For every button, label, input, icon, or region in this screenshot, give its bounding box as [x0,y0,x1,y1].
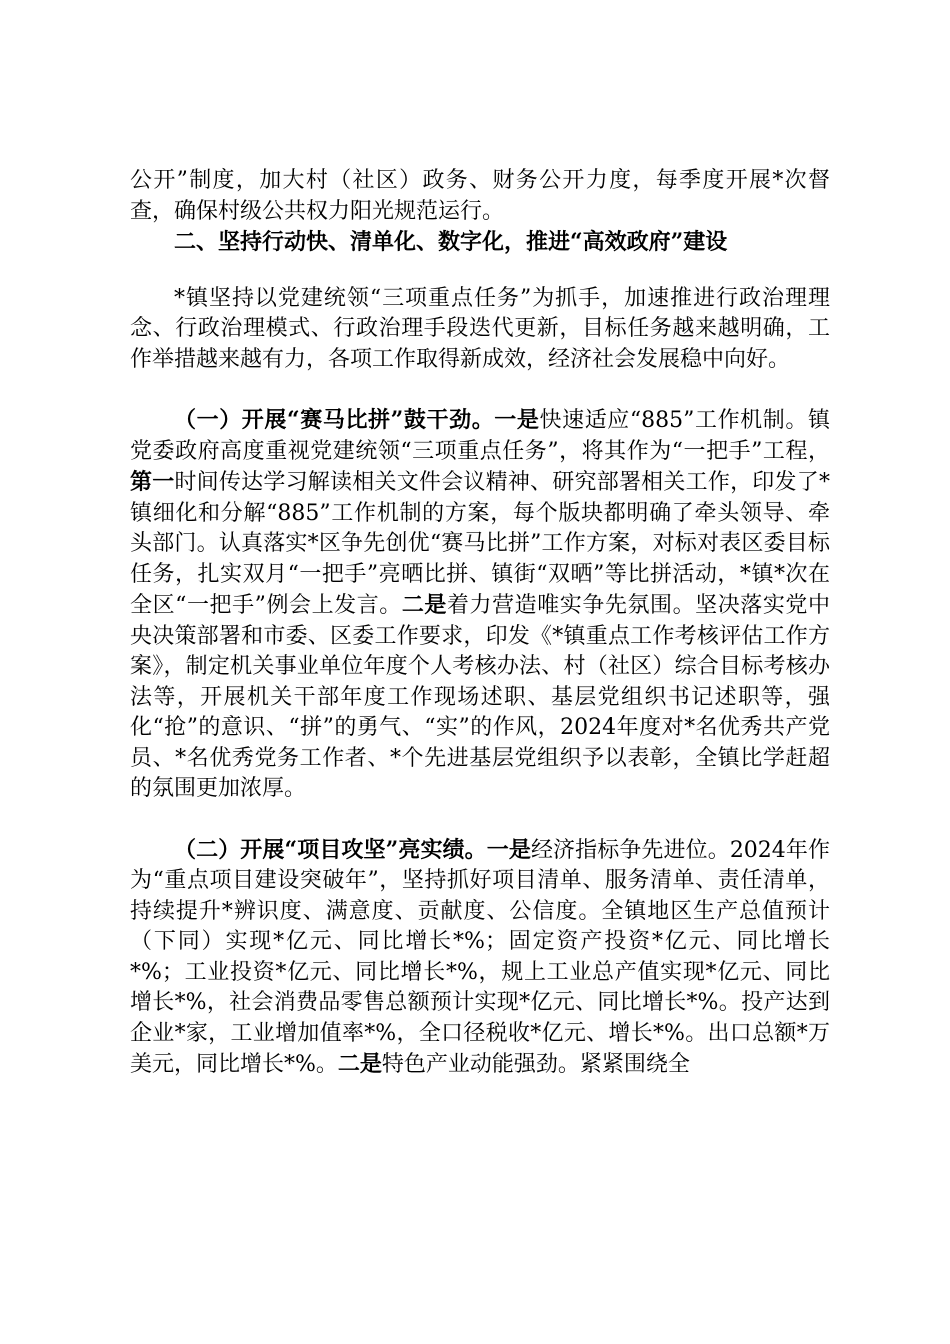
sub1-lead1: 一是 [494,407,540,433]
paragraph-sub2 [130,835,830,1081]
sub1-lead-first: 第一 [130,469,175,495]
paragraph-sub1 [130,405,830,805]
sub2-lead1: 一是 [486,836,531,863]
sub2-title: （二）开展“项目攻坚”亮实绩。 [174,836,487,863]
document-page [130,166,830,1081]
sub2-lead2: 二是 [337,1051,382,1077]
paragraph-intro-tail: 公开”制度，加大村（社区）政务、财务公开力度，每季度开展*次督查，确保村级公共权力阳光规范运行。 [130,168,830,224]
sub1-text1a: 快速适应“885”工作机制。镇党委政府高度重视党建统领“三项重点任务”，将其作为“一把手”工程， [130,408,830,464]
section-heading-2: 二、坚持行动快、清单化、数字化，推进“高效政府”建设 [174,229,728,255]
paragraph-section2-intro: *镇坚持以党建统领“三项重点任务”为抓手，加速推进行政治理理念、行政治理模式、行政治理手段迭代更新，目标任务越来越明确，工作举措越来越有力，各项工作取得新成效，经济社会发展稳中向好。 [130,285,830,372]
sub2-text2: 特色产业动能强劲。紧紧围绕全 [381,1052,690,1077]
sub1-lead2: 二是 [401,592,447,618]
sub1-text2: 着力营造唯实争先氛围。坚决落实党中央决策部署和市委、区委工作要求，印发《*镇重点工作考核评估工作方案》，制定机关事业单位年度个人考核办法、村（社区）综合目标考核办法等，开展机关干部年度工作现场述职、基层党组织书记述职等，强化“抢”的意识、“拼”的勇气、“实”的作风，2024年度对*名优秀共产党员、*名优秀党务工作者、*个先进基层党组织予以表彰，全镇比学赶超的氛围更加浓厚。 [130,593,830,801]
sub1-title: （一）开展“赛马比拼”鼓干劲。 [174,407,495,433]
sub2-text1: 经济指标争先进位。2024年作为“重点项目建设突破年”，坚持抓好项目清单、服务清单、责任清单，持续提升*辨识度、满意度、贡献度、公信度。全镇地区生产总值预计（下同）实现*亿元、同比增长*%；固定资产投资*亿元、同比增长*%；工业投资*亿元、同比增长*%，规上工业总产值实现*亿元、同比增长*%，社会消费品零售总额预计实现*亿元、同比增长*%。投产达到企业*家，工业增加值率*%，全口径税收*亿元、增长*%。出口总额*万美元，同比增长*%。 [130,837,830,1077]
sub1-text1b: 时间传达学习解读相关文件会议精神、研究部署相关工作，印发了*镇细化和分解“885”工作机制的方案，每个版块都明确了牵头领导、牵头部门。认真落实*区争先创优“赛马比拼”工作方案，对标对表区委目标任务，扎实双月“一把手”亮晒比拼、镇街“双晒”等比拼活动，*镇*次在全区“一把手”例会上发言。 [130,470,830,618]
